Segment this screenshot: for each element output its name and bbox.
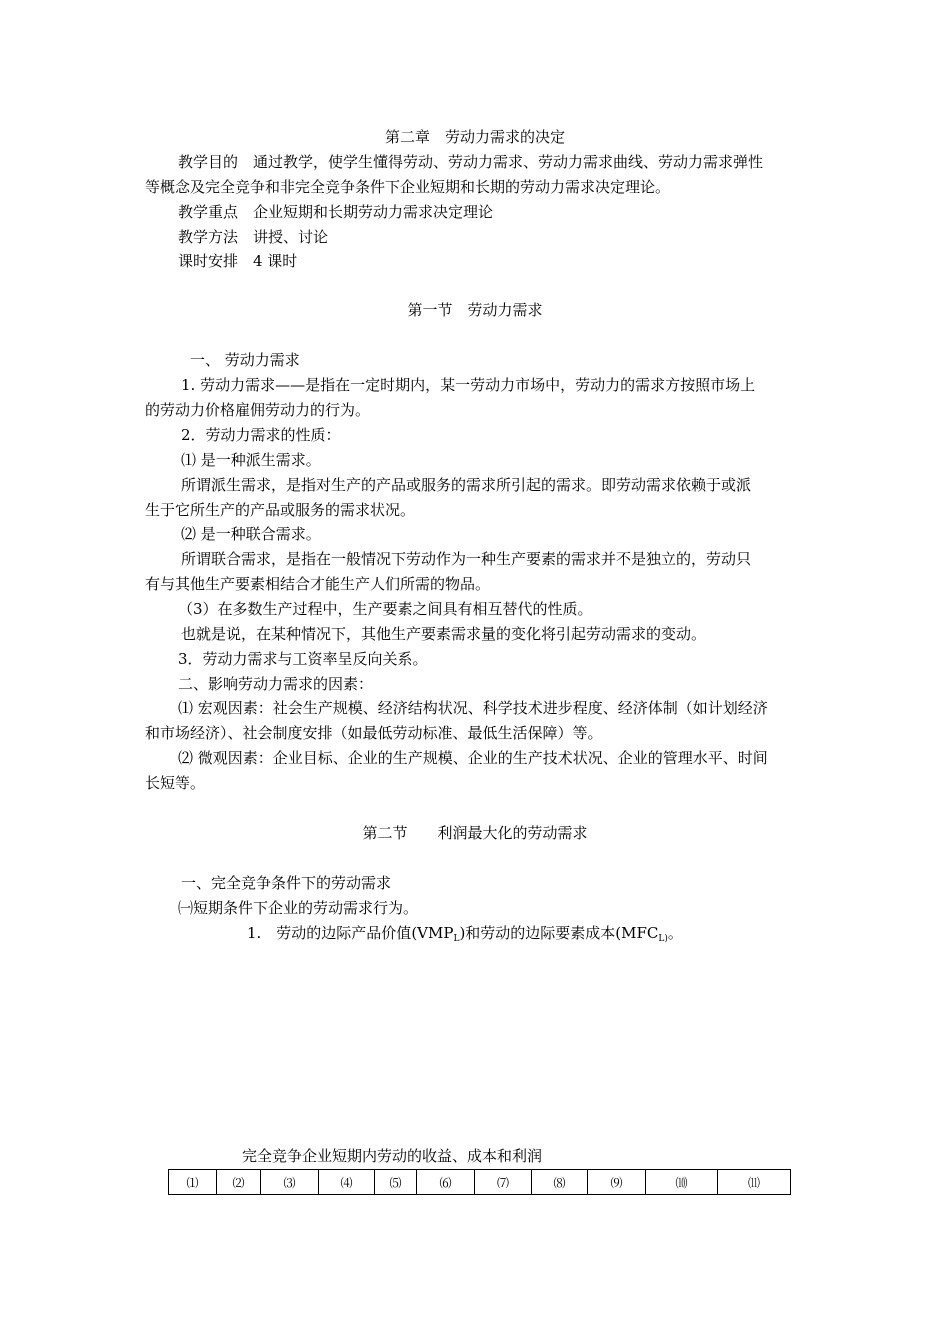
table-header-cell: ⑻ <box>532 1170 588 1195</box>
section1-p1-line1: 1. 劳动力需求——是指在一定时期内，某一劳动力市场中，劳动力的需求方按照市场上 <box>181 376 756 394</box>
section1-p10-line1: ⑴ 宏观因素：社会生产规模、经济结构状况、科学技术进步程度、经济体制（如计划经济 <box>178 699 768 717</box>
section1-heading2: 二、影响劳动力需求的因素： <box>178 675 374 693</box>
teaching-goal-line1: 教学目的 通过教学，使学生懂得劳动、劳动力需求、劳动力需求曲线、劳动力需求弹性 <box>178 153 764 171</box>
revenue-cost-profit-table <box>168 1169 791 1195</box>
section1-p7: （3）在多数生产过程中，生产要素之间具有相互替代的性质。 <box>178 600 593 618</box>
item1-post: 。 <box>667 924 683 942</box>
section1-p11-line1: ⑵ 微观因素：企业目标、企业的生产规模、企业的生产技术状况、企业的管理水平、时间 <box>178 749 768 767</box>
section2-heading2: ㈠短期条件下企业的劳动需求行为。 <box>178 899 419 917</box>
teaching-method: 教学方法 讲授、讨论 <box>178 228 329 246</box>
table-header-cell: ⑸ <box>375 1170 417 1195</box>
section1-p6-line1: 所谓联合需求，是指在一般情况下劳动作为一种生产要素的需求并不是独立的，劳动只 <box>181 550 752 568</box>
table-header-cell: ⑺ <box>475 1170 532 1195</box>
item1-sub-l: L <box>453 934 460 944</box>
item1-mid: )和劳动的边际要素成本(MFC <box>459 924 659 942</box>
section1-p1-line2: 的劳动力价格雇佣劳动力的行为。 <box>145 401 371 419</box>
item1-pre: 1. 劳动的边际产品价值(VMP <box>247 924 454 942</box>
table-caption: 完全竞争企业短期内劳动的收益、成本和利润 <box>242 1147 543 1165</box>
class-hours: 课时安排 4 课时 <box>178 252 298 270</box>
section1-p4-line2: 生于它所生产的产品或服务的需求状况。 <box>145 501 416 519</box>
table-header-row <box>169 1170 791 1195</box>
section1-heading1: 一、 劳动力需求 <box>190 351 300 369</box>
table-header-cell: ⑼ <box>588 1170 646 1195</box>
table-header-cell: ⑷ <box>319 1170 375 1195</box>
section2-heading1: 一、完全竞争条件下的劳动需求 <box>181 874 392 892</box>
section1-p10-line2: 和市场经济）、社会制度安排（如最低劳动标准、最低生活保障）等。 <box>145 724 603 742</box>
item1-sub-l2: L) <box>658 934 668 944</box>
chapter-title: 第二章 劳动力需求的决定 <box>384 128 565 146</box>
table-header-cell: ⑴ <box>169 1170 217 1195</box>
teaching-focus: 教学重点 企业短期和长期劳动力需求决定理论 <box>178 203 494 221</box>
section1-p2: 2．劳动力需求的性质： <box>181 426 341 444</box>
section1-p5: ⑵ 是一种联合需求。 <box>181 525 321 543</box>
section1-p9: 3．劳动力需求与工资率呈反向关系。 <box>178 650 428 668</box>
section2-item1 <box>247 923 683 949</box>
table-header-cell: ⑽ <box>646 1170 718 1195</box>
section1-p6-line2: 有与其他生产要素相结合才能生产人们所需的物品。 <box>145 575 491 593</box>
section1-p11-line2: 长短等。 <box>145 774 206 792</box>
table-header-cell: ⑹ <box>417 1170 475 1195</box>
table-header-cell: ⑶ <box>261 1170 319 1195</box>
teaching-goal-line2: 等概念及完全竞争和非完全竞争条件下企业短期和长期的劳动力需求决定理论。 <box>145 178 671 196</box>
table-header-cell: ⑵ <box>217 1170 261 1195</box>
section1-p8: 也就是说，在某种情况下，其他生产要素需求量的变化将引起劳动需求的变动。 <box>181 625 707 643</box>
section2-title: 第二节 利润最大化的劳动需求 <box>362 824 588 842</box>
section1-p3: ⑴ 是一种派生需求。 <box>181 451 321 469</box>
section1-p4-line1: 所谓派生需求，是指对生产的产品或服务的需求所引起的需求。即劳动需求依赖于或派 <box>181 476 752 494</box>
table-header-cell: ⑾ <box>718 1170 791 1195</box>
section1-title: 第一节 劳动力需求 <box>407 301 543 319</box>
